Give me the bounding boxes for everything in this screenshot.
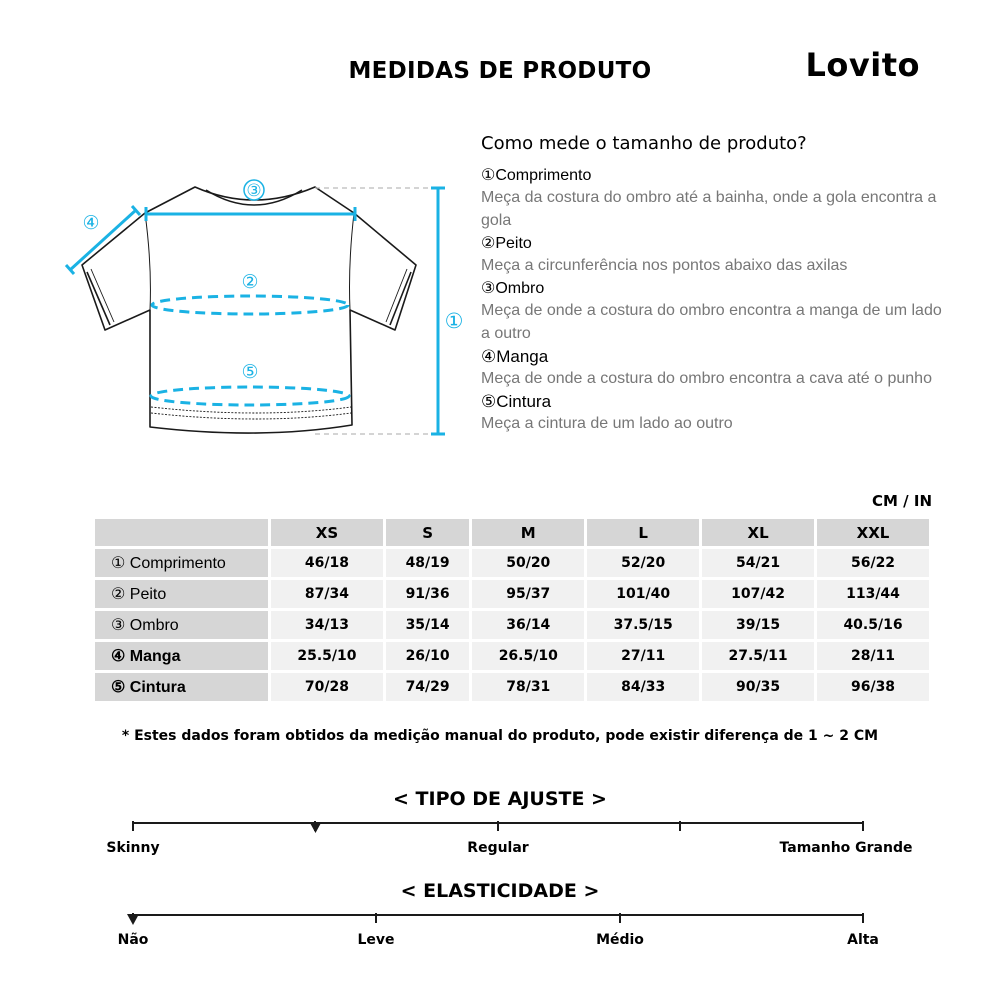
elasticity-label-high: Alta (847, 932, 879, 948)
table-cell: 101/40 (587, 580, 699, 608)
row-label: ⑤ Cintura (95, 673, 268, 701)
table-row (95, 642, 929, 670)
table-corner (95, 519, 268, 546)
table-cell: 91/36 (386, 580, 469, 608)
how-to-measure-question: Como mede o tamanho de produto? (481, 133, 807, 154)
table-cell: 84/33 (587, 673, 699, 701)
measurement-lines (66, 188, 445, 434)
marker-shoulder: ③ (246, 181, 262, 201)
table-cell: 52/20 (587, 549, 699, 577)
marker-sleeve: ④ (82, 212, 100, 234)
elasticity-label-none: Não (117, 932, 149, 948)
fit-label-large: Tamanho Grande (779, 840, 913, 856)
measure-item-desc: Meça da costura do ombro até a bainha, onde a gola encontra a gola (481, 189, 937, 229)
size-header: S (386, 519, 469, 546)
table-row (95, 549, 929, 577)
elasticity-label-medium: Médio (596, 932, 644, 948)
table-cell: 35/14 (386, 611, 469, 639)
fit-label-regular: Regular (467, 840, 529, 856)
measure-item-title: ②Peito (481, 235, 532, 252)
tshirt-outline (82, 187, 416, 433)
row-label: ③ Ombro (95, 611, 268, 639)
units-label: CM / IN (872, 492, 932, 510)
size-header: XS (271, 519, 383, 546)
table-cell: 87/34 (271, 580, 383, 608)
table-cell: 113/44 (817, 580, 929, 608)
table-cell: 78/31 (472, 673, 584, 701)
table-cell: 36/14 (472, 611, 584, 639)
measurement-note: * Estes dados foram obtidos da medição manual do produto, pode existir diferença de 1 ~ 2 CM (121, 728, 879, 744)
measure-item-desc: Meça a circunferência nos pontos abaixo das axilas (481, 257, 848, 274)
table-cell: 25.5/10 (271, 642, 383, 670)
how-to-measure-section (481, 133, 951, 437)
brand-logo: Lovito (805, 46, 920, 84)
row-label: ② Peito (95, 580, 268, 608)
marker-waist: ⑤ (241, 361, 259, 383)
table-cell: 48/19 (386, 549, 469, 577)
table-cell: 107/42 (702, 580, 814, 608)
table-cell: 39/15 (702, 611, 814, 639)
table-cell: 90/35 (702, 673, 814, 701)
measure-item-desc: Meça a cintura de um lado ao outro (481, 415, 733, 432)
size-header: L (587, 519, 699, 546)
elasticity-label-light: Leve (357, 932, 395, 948)
table-cell: 26.5/10 (472, 642, 584, 670)
table-cell: 70/28 (271, 673, 383, 701)
page-title: MEDIDAS DE PRODUTO (348, 58, 652, 84)
table-cell: 46/18 (271, 549, 383, 577)
measure-item-title: ④Manga (481, 347, 549, 366)
size-header: M (472, 519, 584, 546)
elasticity-title: < ELASTICIDADE > (400, 880, 600, 902)
measure-item-title: ③Ombro (481, 280, 545, 297)
marker-length: ① (444, 309, 464, 333)
elasticity-selected-marker (127, 914, 139, 925)
table-row (95, 580, 929, 608)
table-cell: 40.5/16 (817, 611, 929, 639)
table-cell: 37.5/15 (587, 611, 699, 639)
fit-type-title: < TIPO DE AJUSTE > (393, 788, 607, 810)
marker-chest: ② (241, 271, 259, 293)
table-cell: 28/11 (817, 642, 929, 670)
table-cell: 26/10 (386, 642, 469, 670)
row-label: ④ Manga (95, 642, 268, 670)
size-header: XL (702, 519, 814, 546)
table-row (95, 611, 929, 639)
measure-item-title: ①Comprimento (481, 167, 592, 184)
fit-label-skinny: Skinny (106, 840, 160, 856)
size-table (92, 516, 932, 704)
table-cell: 95/37 (472, 580, 584, 608)
table-cell: 74/29 (386, 673, 469, 701)
table-cell: 50/20 (472, 549, 584, 577)
table-cell: 27/11 (587, 642, 699, 670)
measure-item-desc: Meça de onde a costura do ombro encontra a cava até o punho (481, 370, 932, 387)
table-cell: 27.5/11 (702, 642, 814, 670)
measure-item-title: ⑤Cintura (481, 392, 552, 411)
table-cell: 34/13 (271, 611, 383, 639)
table-cell: 54/21 (702, 549, 814, 577)
size-header: XXL (817, 519, 929, 546)
table-cell: 96/38 (817, 673, 929, 701)
measure-item-desc: Meça de onde a costura do ombro encontra a manga de um lado a outro (481, 302, 942, 342)
row-label: ① Comprimento (95, 549, 268, 577)
table-cell: 56/22 (817, 549, 929, 577)
table-row (95, 673, 929, 701)
fit-selected-marker (310, 822, 322, 833)
length-guide-lines (315, 188, 438, 434)
tshirt-measurement-diagram (60, 175, 480, 445)
table-header-row (95, 519, 929, 546)
